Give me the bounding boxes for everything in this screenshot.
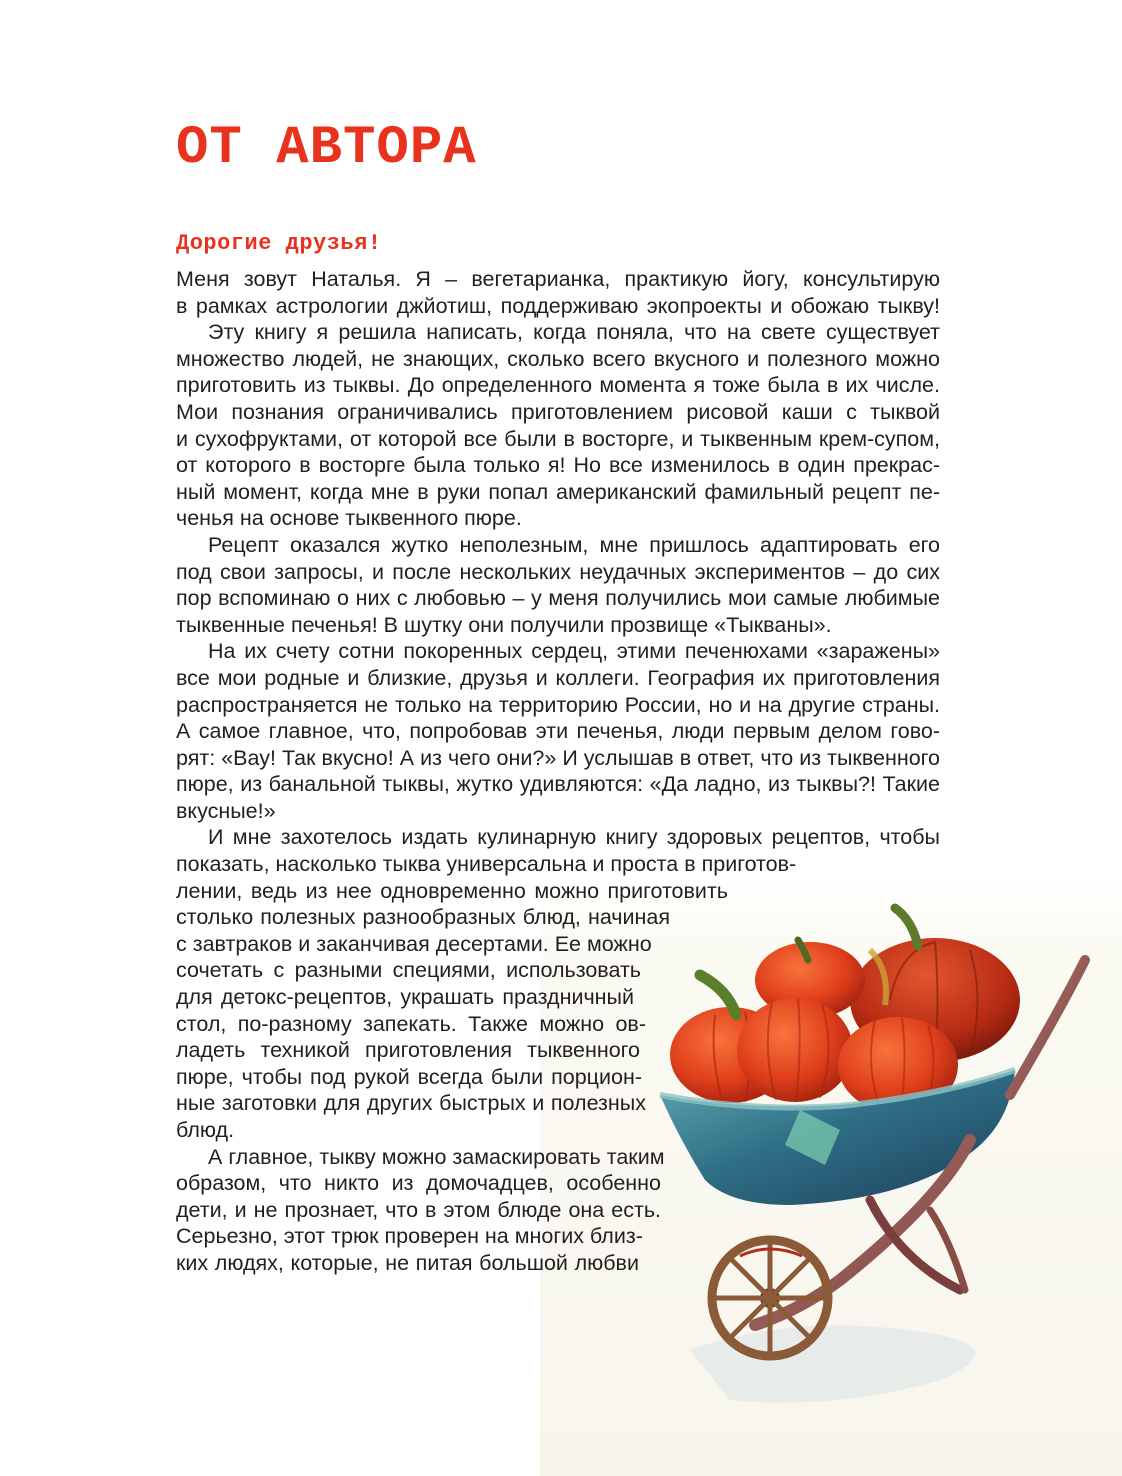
text-line: Мои познания ограничивались приготовлением рисовой каши с тыквой xyxy=(176,399,940,424)
text-line: распространяется не только на территорию России, но и на другие страны. xyxy=(176,692,940,717)
text-line: все мои родные и близкие, друзья и коллеги. География их приготовления xyxy=(176,665,940,690)
text-line: для детокс-рецептов, украшать праздничный xyxy=(176,985,634,1010)
text-line: ких людях, которые, не питая большой любви xyxy=(176,1250,639,1275)
text-line: рят: «Вау! Так вкусно! А из чего они?» И услышав в ответ, что из тыквенного xyxy=(176,745,940,770)
page-title: ОТ АВТОРА xyxy=(176,118,477,179)
text-line: А главное, тыкву можно замаскировать таким xyxy=(208,1144,665,1169)
text-line: вкусные!» xyxy=(176,798,276,823)
text-line: пюре, чтобы под рукой всегда были порцион- xyxy=(176,1064,642,1089)
text-line: Рецепт оказался жутко неполезным, мне пришлось адаптировать его xyxy=(208,532,940,557)
page-subtitle: Дорогие друзья! xyxy=(176,231,382,256)
text-line: с завтраков и заканчивая десертами. Ее можно xyxy=(176,931,652,956)
text-line: сочетать с разными специями, использовать xyxy=(176,958,641,983)
text-line: столько полезных разнообразных блюд, начиная xyxy=(176,905,670,930)
text-line: в рамках астрологии джйотиш, поддерживаю экопроекты и обожаю тыкву! xyxy=(176,293,940,318)
text-line: А самое главное, что, попробовав эти печенья, люди первым делом гово- xyxy=(176,719,940,744)
text-line: показать, насколько тыква универсальна и проста в приготов- xyxy=(176,852,797,877)
text-line: от которого в восторге была только я! Но все изменилось в один прекрас- xyxy=(176,453,940,478)
text-line: лении, ведь из нее одновременно можно приготовить xyxy=(176,878,728,903)
text-line: под свои запросы, и после нескольких неудачных экспериментов – до сих xyxy=(176,559,940,584)
text-line: пор вспоминаю о них с любовью – у меня получились мои самые любимые xyxy=(176,586,940,611)
text-line: множество людей, не знающих, сколько всего вкусного и полезного можно xyxy=(176,346,940,371)
text-line: тыквенные печенья! В шутку они получили прозвище «Тыкваны». xyxy=(176,612,832,637)
text-line: приготовить из тыквы. До определенного момента я тоже была в их числе. xyxy=(176,373,940,398)
text-line: И мне захотелось издать кулинарную книгу здоровых рецептов, чтобы xyxy=(208,825,940,850)
text-line: ные заготовки для других быстрых и полезных xyxy=(176,1091,646,1116)
text-line: и сухофруктами, от которой все были в восторге, и тыквенным крем-супом, xyxy=(176,426,940,451)
text-line: Серьезно, этот трюк проверен на многих близ- xyxy=(176,1224,643,1249)
text-line: На их счету сотни покоренных сердец, этими печенюхами «заражены» xyxy=(208,639,940,664)
text-line: ченья на основе тыквенного пюре. xyxy=(176,506,522,531)
text-line: Эту книгу я решила написать, когда поняла, что на свете существует xyxy=(208,320,940,345)
text-line: образом, что никто из домочадцев, особенно xyxy=(176,1171,661,1196)
text-line: дети, и не прознает, что в этом блюде она есть. xyxy=(176,1197,661,1222)
text-line: блюд. xyxy=(176,1118,235,1142)
text-line: Меня зовут Наталья. Я – вегетарианка, практикую йогу, консультирую xyxy=(176,267,940,291)
text-line: стол, по-разному запекать. Также можно ов- xyxy=(176,1011,646,1036)
text-line: ный момент, когда мне в руки попал американский фамильный рецепт пе- xyxy=(176,479,940,504)
article-body xyxy=(176,266,940,1277)
text-line: ладеть техникой приготовления тыквенного xyxy=(176,1038,640,1063)
text-line: пюре, из банальной тыквы, жутко удивляются: «Да ладно, из тыквы?! Такие xyxy=(176,772,940,797)
